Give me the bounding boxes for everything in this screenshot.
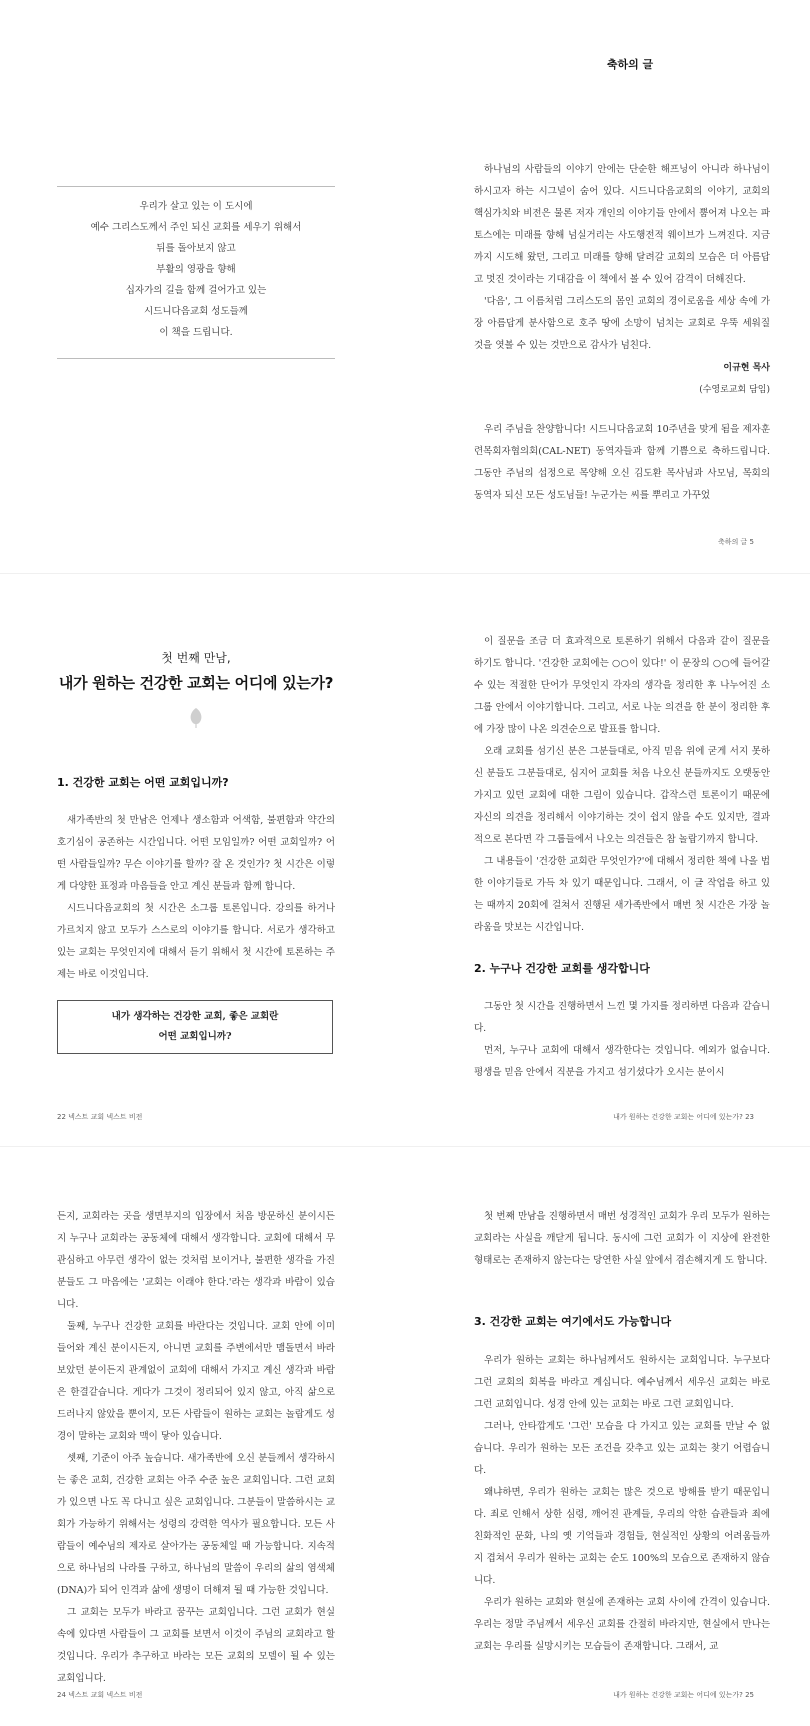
body-paragraph: 그 교회는 모두가 바라고 꿈꾸는 교회입니다. 그런 교회가 현실 속에 있다면 사람들이 그 교회를 보면서 이것이 주님의 교회라고 할 것입니다. 우리가 추구하고 바라는 모든 교회의 모델이 될 수 있는 교회입니다. bbox=[57, 1607, 335, 1684]
dedication-top-rule bbox=[57, 186, 335, 187]
body-paragraph: 오래 교회를 섬기신 분은 그분들대로, 아직 믿음 위에 굳게 서지 못하신 분들도 그분들대로, 심지어 교회를 처음 나오신 분들까지도 오랫동안 가지고 있던 교회에 대한 그림이 있습니다. 갑작스런 토론이기 때문에 자신의 의견을 정리해서 이야기하는 것이 쉽지 않을 수도 있지만, 결과적으로 본다면 각 그룹들에서 나오는 의견들은 참 놀랍기까지 합니다. bbox=[474, 746, 770, 845]
right-body-23b bbox=[474, 996, 770, 1084]
signature-name: 이규현 목사 bbox=[723, 363, 770, 373]
congrats-body bbox=[474, 159, 770, 401]
section-heading-2: 2. 누구나 건강한 교회를 생각합니다 bbox=[474, 962, 650, 975]
dedication-line: 부활의 영광을 향해 bbox=[156, 264, 236, 275]
page-folio: 축하의 글 5 bbox=[718, 538, 754, 546]
body-paragraph: 우리 주님을 찬양합니다! 시드니다음교회 10주년을 맞게 됨을 제자훈련목회자협의회(CAL-NET) 동역자들과 함께 기쁨으로 축하드립니다. 그동안 주님의 섭정으로 목양해 오신 김도환 목사님과 사모님, 목회의 동역자 되신 모든 성도님들! 누군가는 씨를 뿌리고 가꾸었 bbox=[474, 424, 770, 501]
section-heading-1: 1. 건강한 교회는 어떤 교회입니까? bbox=[57, 776, 229, 789]
left-body-22 bbox=[57, 810, 335, 986]
body-paragraph: 첫 번째 만남을 진행하면서 매번 성경적인 교회가 우리 모두가 원하는 교회라는 사실을 깨닫게 됩니다. 동시에 그런 교회가 이 지상에 완전한 형태로는 존재하지 않는다는 당연한 사실 앞에서 겸손해지게 도 합니다. bbox=[474, 1211, 770, 1266]
dedication-line: 시드니다음교회 성도들께 bbox=[144, 306, 248, 317]
section-heading-3: 3. 건강한 교회는 여기에서도 가능합니다 bbox=[474, 1315, 672, 1328]
question-line: 내가 생각하는 건강한 교회, 좋은 교회란 bbox=[111, 1011, 279, 1022]
body-paragraph: 하나님의 사람들의 이야기 안에는 단순한 해프닝이 아니라 하나님이 하시고자 하는 시그널이 숨어 있다. 시드니다음교회의 이야기, 교회의 핵심가치와 비전은 물론 저자 개인의 이야기들 안에서 뿜어져 나오는 파토스에는 미래를 향해 넘실거리는 사도행전적 웨이브가 느껴진다. 지금까지 시도해 왔던, 그리고 미래를 향해 달려갈 교회의 모습은 더 아름답고 멋진 것이라는 기대감을 이 책에서 볼 수 있어 감격이 더해진다. bbox=[474, 164, 770, 285]
left-body-24 bbox=[57, 1206, 335, 1690]
dedication-block bbox=[57, 196, 335, 343]
body-paragraph: 셋째, 기준이 아주 높습니다. 새가족반에 오신 분들께서 생각하시는 좋은 교회, 건강한 교회는 아주 수준 높은 교회입니다. 그런 교회가 있으면 나도 꼭 다니고 싶은 교회입니다. 그분들이 말씀하시는 교회가 가능하기 위해서는 성령의 강력한 역사가 필요합니다. 모든 사람들이 예수님의 제자로 살아가는 공동체일 때 가능합니다. 지속적으로 하나님의 나라를 구하고, 하나님의 말씀이 우리의 삶의 염색체(DNA)가 되어 인격과 삶에 생명이 더해져 될 때 가능한 것입니다. bbox=[57, 1453, 335, 1596]
question-box bbox=[57, 1000, 333, 1054]
body-paragraph: 그동안 첫 시간을 진행하면서 느낀 몇 가지를 정리하면 다음과 같습니다. bbox=[474, 1001, 770, 1034]
body-paragraph: 시드니다음교회의 첫 시간은 소그룹 토론입니다. 강의를 하거나 가르치지 않고 모두가 스스로의 이야기를 합니다. 서로가 생각하고 있는 교회는 무엇인지에 대해서 듣기 위해서 첫 시간에 토론하는 주제는 바로 이것입니다. bbox=[57, 903, 335, 980]
body-paragraph: 새가족반의 첫 만남은 언제나 생소함과 어색함, 불편함과 약간의 호기심이 공존하는 시간입니다. 어떤 모임일까? 어떤 교회일까? 어떤 사람들일까? 무슨 이야기를 할까? 잘 온 것인가? 첫 시간은 이렇게 다양한 표정과 마음들을 안고 계신 분들과 함께 합니다. bbox=[57, 815, 335, 892]
congrats-body-2 bbox=[474, 419, 770, 507]
body-paragraph: 그 내용들이 '건강한 교회란 무엇인가?'에 대해서 정리한 책에 나올 법한 이야기들로 가득 차 있기 때문입니다. 그래서, 이 글 작업을 하고 있는 때까지 20회에 걸쳐서 진행된 새가족반에서 매번 첫 시간은 가장 놀라움을 맛보는 시간입니다. bbox=[474, 856, 770, 933]
dedication-line: 예수 그리스도께서 주인 되신 교회를 세우기 위해서 bbox=[90, 222, 302, 233]
page-folio: 내가 원하는 건강한 교회는 어디에 있는가? 25 bbox=[613, 1691, 754, 1699]
dedication-line: 이 책을 드립니다. bbox=[159, 327, 233, 338]
body-paragraph: 이 질문을 조금 더 효과적으로 토론하기 위해서 다음과 같이 질문을 하기도 합니다. '건강한 교회에는 ○○이 있다!' 이 문장의 ○○에 들어갈 수 있는 적절한 단어가 무엇인지 각자의 생각을 정리한 후 나누어진 소그룹 안에서 이야기합니다. 그리고, 서로 나눈 의견을 한 분이 정리한 후에 가장 많이 나온 의견순으로 발표를 합니다. bbox=[474, 636, 770, 735]
body-paragraph: 우리가 원하는 교회와 현실에 존재하는 교회 사이에 간격이 있습니다. 우리는 정말 주님께서 세우신 교회를 간절히 바라지만, 현실에서 만나는 교회는 우리를 실망시키는 모습들이 존재합니다. 그래서, 교 bbox=[474, 1597, 770, 1652]
dedication-line: 뒤를 돌아보지 않고 bbox=[156, 243, 236, 254]
right-body-25b bbox=[474, 1350, 770, 1658]
chapter-title: 내가 원하는 건강한 교회는 어디에 있는가? bbox=[58, 674, 334, 692]
body-paragraph: 든지, 교회라는 곳을 생면부지의 입장에서 처음 방문하신 분이시든지 누구나 교회라는 공동체에 대해서 생각합니다. 교회에 대해서 무관심하고 아무런 생각이 없는 것처럼 보이거나, 불편한 생각을 가진 분들도 그 마음에는 '교회는 이래야 한다.'라는 생각과 바람이 있습니다. bbox=[57, 1211, 335, 1310]
page-folio: 22 넥스트 교회 넥스트 비전 bbox=[57, 1113, 143, 1121]
body-paragraph: '다음', 그 이름처럼 그리스도의 몸인 교회의 경이로움을 세상 속에 가장 아름답게 분사함으로 호주 땅에 소망이 넘치는 교회로 우뚝 세워질 것을 엿볼 수 있는 것만으로 감사가 넘친다. bbox=[474, 296, 770, 351]
right-body-25 bbox=[474, 1206, 770, 1272]
chapter-label: 첫 번째 만남, bbox=[161, 651, 231, 665]
body-paragraph: 그러나, 안타깝게도 '그런' 모습을 다 가지고 있는 교회를 만날 수 없습니다. 우리가 원하는 모든 조건을 갖추고 있는 교회는 찾기 어렵습니다. bbox=[474, 1421, 770, 1476]
dedication-line: 십자가의 길을 함께 걸어가고 있는 bbox=[125, 285, 267, 296]
leaf-ornament-icon bbox=[187, 707, 205, 729]
right-body-23 bbox=[474, 631, 770, 939]
page-header-title: 축하의 글 bbox=[606, 58, 654, 71]
dedication-bottom-rule bbox=[57, 358, 335, 359]
page-folio: 24 넥스트 교회 넥스트 비전 bbox=[57, 1691, 143, 1699]
page-folio: 내가 원하는 건강한 교회는 어디에 있는가? 23 bbox=[613, 1113, 754, 1121]
question-line: 어떤 교회입니까? bbox=[158, 1031, 232, 1042]
body-paragraph: 왜냐하면, 우리가 원하는 교회는 많은 것으로 방해를 받기 때문입니다. 죄로 인해서 상한 심령, 깨어진 관계들, 우리의 악한 습관들과 죄에 친화적인 문화, 나의 옛 기억들과 경험들, 현실적인 상황의 어려움들까지 겹쳐서 우리가 원하는 교회는 순도 100%의 모습으로 존재하지 않습니다. bbox=[474, 1487, 770, 1586]
body-paragraph: 우리가 원하는 교회는 하나님께서도 원하시는 교회입니다. 누구보다 그런 교회의 회복을 바라고 계십니다. 예수님께서 세우신 교회는 바로 그런 교회입니다. 성경 안에 있는 교회는 바로 그런 교회입니다. bbox=[474, 1355, 770, 1410]
signature-role: (수영로교회 담임) bbox=[699, 385, 770, 395]
dedication-line: 우리가 살고 있는 이 도시에 bbox=[139, 201, 253, 212]
body-paragraph: 먼저, 누구나 교회에 대해서 생각한다는 것입니다. 예외가 없습니다. 평생을 믿음 안에서 직분을 가지고 섬기셨다가 오시는 분이시 bbox=[474, 1045, 770, 1078]
spread-pages-4-5 bbox=[0, 0, 810, 573]
body-paragraph: 둘째, 누구나 건강한 교회를 바란다는 것입니다. 교회 안에 이미 들어와 계신 분이시든지, 아니면 교회를 주변에서만 맴돌면서 바라보았던 분이든지 관계없이 교회에 대해서 가지고 계신 생각과 바람은 한결같습니다. 게다가 그것이 정리되어 있지 않고, 아직 삶으로 드러나지 않았을 뿐이지, 모든 사람들이 원하는 교회는 놀랍게도 성경이 말하는 교회와 맥이 닿아 있습니다. bbox=[57, 1321, 335, 1442]
